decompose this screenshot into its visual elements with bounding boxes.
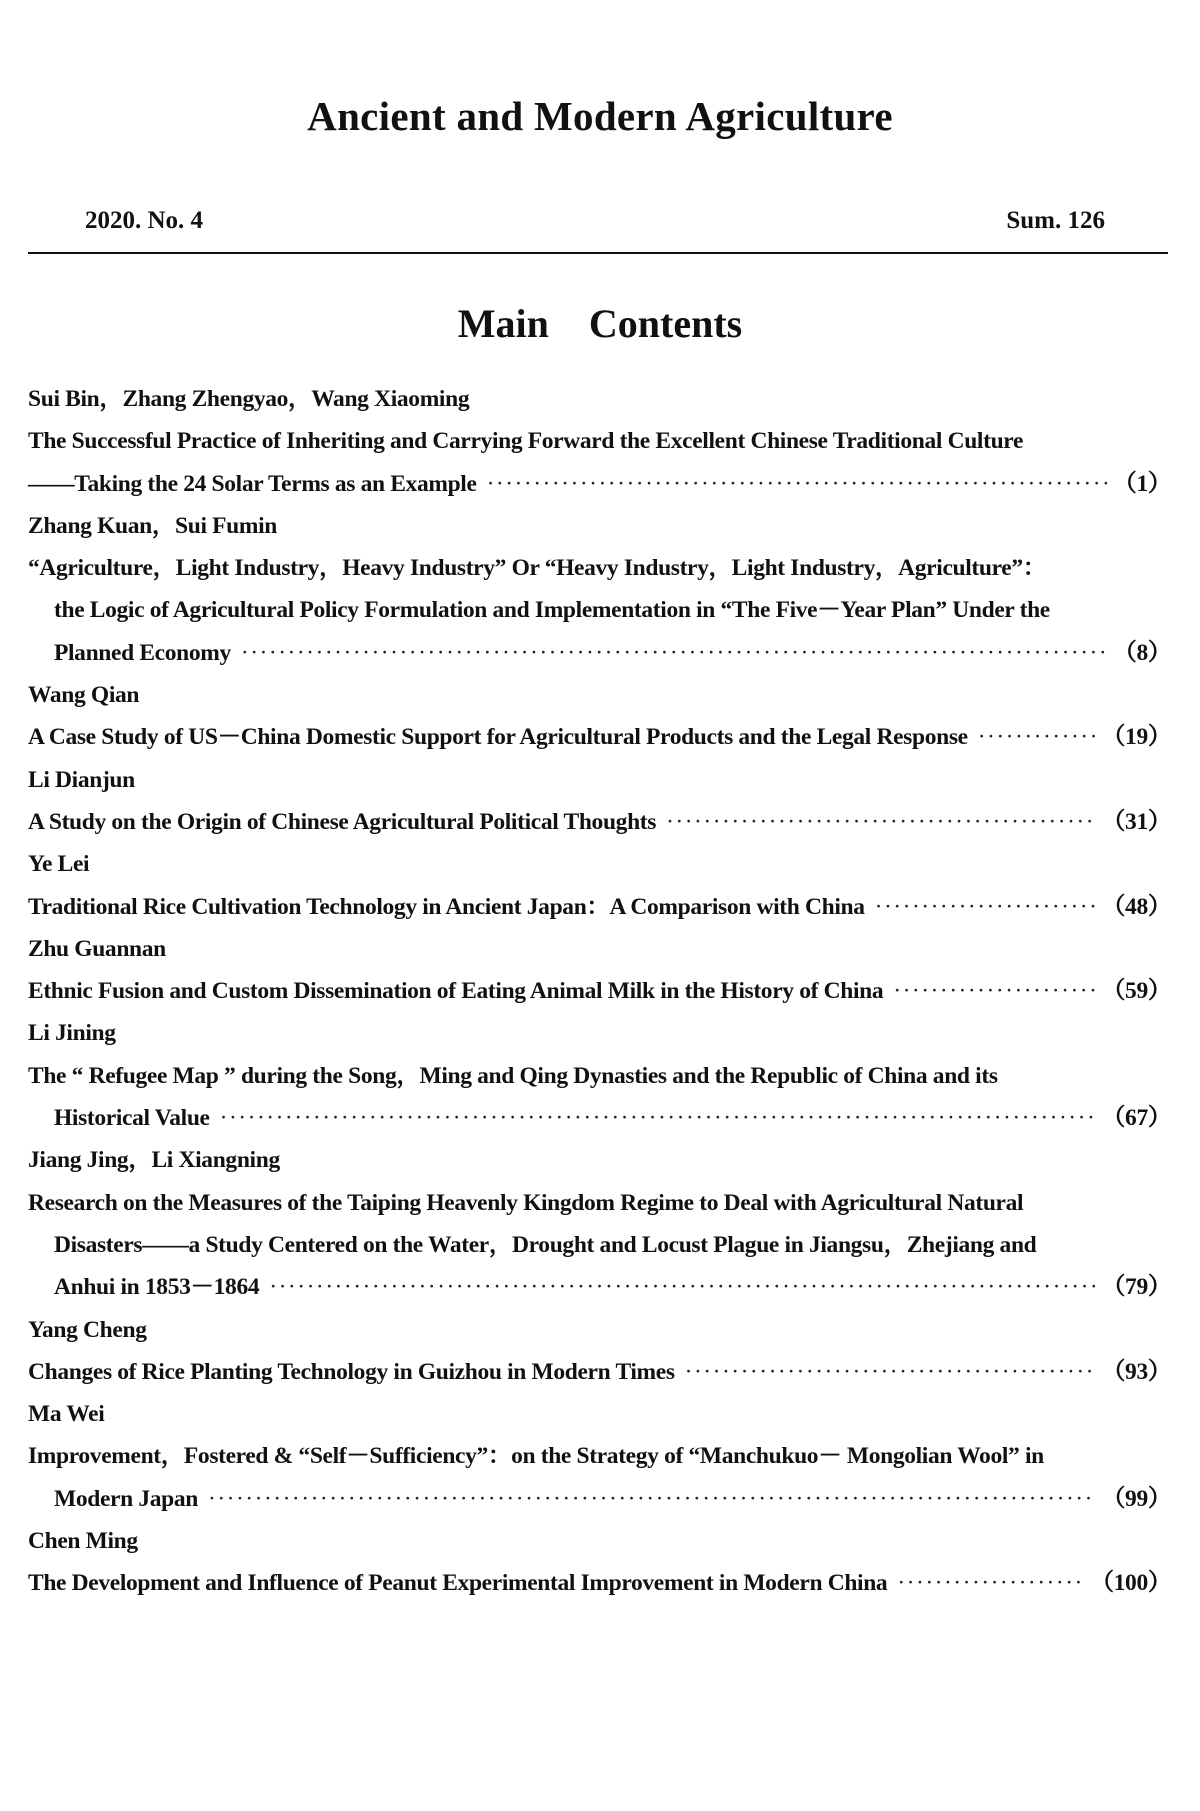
toc-title-line[interactable]: [28, 1224, 1171, 1266]
article-title-text[interactable]: A Study on the Origin of Chinese Agricultural Political Thoughts: [28, 808, 657, 835]
dot-leader: [897, 1562, 1084, 1604]
table-of-contents: [28, 378, 1171, 1605]
author-names: Zhu Guannan: [28, 935, 166, 962]
article-title-text[interactable]: A Case Study of US－China Domestic Support for Agricultural Products and the Legal Response: [28, 724, 968, 751]
author-names: Chen Ming: [28, 1528, 138, 1555]
dot-leader: [269, 1266, 1096, 1308]
toc-title-line[interactable]: [28, 632, 1171, 674]
page-number: （8）: [1113, 639, 1171, 666]
dot-leader: [487, 463, 1108, 505]
page-number: （79）: [1101, 1274, 1171, 1301]
article-title-text[interactable]: The Development and Influence of Peanut Experimental Improvement in Modern China: [28, 1570, 888, 1597]
article-title-text[interactable]: “Agriculture，Light Industry，Heavy Industry” Or “Heavy Industry，Light Industry，Agriculture”：: [28, 555, 1046, 582]
issue-number: 2020. No. 4: [85, 207, 204, 234]
article-title-text[interactable]: Changes of Rice Planting Technology in Guizhou in Modern Times: [28, 1358, 675, 1385]
author-names: Zhang Kuan，Sui Fumin: [28, 512, 277, 539]
toc-title-line[interactable]: [28, 801, 1171, 843]
toc-title-line[interactable]: [28, 1478, 1171, 1520]
toc-authors: [28, 843, 1171, 885]
article-title-text[interactable]: Improvement，Fostered & “Self－Sufficiency”：on the Strategy of “Manchukuo－ Mongolian Wool” in: [28, 1443, 1044, 1470]
page-number: （67）: [1101, 1105, 1171, 1132]
article-title-text[interactable]: Traditional Rice Cultivation Technology in Ancient Japan：A Comparison with China: [28, 893, 865, 920]
toc-title-line[interactable]: [28, 970, 1171, 1012]
toc-title-line[interactable]: [28, 1182, 1171, 1224]
toc-authors: [28, 928, 1171, 970]
toc-title-line[interactable]: [28, 1351, 1171, 1393]
toc-authors: [28, 378, 1171, 420]
article-title-text[interactable]: the Logic of Agricultural Policy Formulation and Implementation in “The Five－Year Plan” Under the: [54, 597, 1050, 624]
page-number: （1）: [1113, 470, 1171, 497]
page-number: （100）: [1090, 1570, 1171, 1597]
page-number: （31）: [1101, 808, 1171, 835]
contents-title: Main Contents: [457, 301, 743, 346]
article-title-text[interactable]: Research on the Measures of the Taiping Heavenly Kingdom Regime to Deal with Agricultural Natural: [28, 1189, 1024, 1216]
author-names: Li Dianjun: [28, 766, 135, 793]
dot-leader: [241, 632, 1107, 674]
author-names: Ye Lei: [28, 851, 90, 878]
article-title-text[interactable]: ——Taking the 24 Solar Terms as an Example: [28, 470, 477, 497]
dot-leader: [875, 886, 1096, 928]
page-number: （19）: [1101, 724, 1171, 751]
toc-authors: [28, 1139, 1171, 1181]
article-title-text[interactable]: The “ Refugee Map ” during the Song，Ming and Qing Dynasties and the Republic of China and its: [28, 1062, 998, 1089]
toc-authors: [28, 1393, 1171, 1435]
toc-title-line[interactable]: [28, 1097, 1171, 1139]
toc-title-line[interactable]: [28, 589, 1171, 631]
article-title-text[interactable]: The Successful Practice of Inheriting and Carrying Forward the Excellent Chinese Traditional Culture: [28, 428, 1024, 455]
toc-title-line[interactable]: [28, 1055, 1171, 1097]
toc-authors: [28, 759, 1171, 801]
cumulative-number: Sum. 126: [1006, 207, 1105, 234]
author-names: Yang Cheng: [28, 1316, 147, 1343]
toc-authors: [28, 674, 1171, 716]
dot-leader: [666, 801, 1096, 843]
header-rule: [28, 252, 1168, 254]
toc-title-line[interactable]: [28, 716, 1171, 758]
toc-title-line[interactable]: [28, 547, 1171, 589]
article-title-text[interactable]: Ethnic Fusion and Custom Dissemination of Eating Animal Milk in the History of China: [28, 978, 884, 1005]
toc-authors: [28, 1012, 1171, 1054]
toc-title-line[interactable]: [28, 463, 1171, 505]
journal-title: Ancient and Modern Agriculture: [307, 93, 893, 139]
dot-leader: [978, 716, 1096, 758]
article-title-text[interactable]: Disasters——a Study Centered on the Water，Drought and Locust Plague in Jiangsu，Zhejiang and: [54, 1231, 1037, 1258]
article-title-text[interactable]: Modern Japan: [54, 1485, 198, 1512]
article-title-text[interactable]: Planned Economy: [54, 639, 231, 666]
issue-row: [85, 207, 1105, 243]
toc-authors: [28, 1309, 1171, 1351]
author-names: Sui Bin，Zhang Zhengyao，Wang Xiaoming: [28, 386, 470, 412]
author-names: Li Jining: [28, 1020, 116, 1047]
author-names: Jiang Jing，Li Xiangning: [28, 1147, 280, 1174]
toc-title-line[interactable]: [28, 1266, 1171, 1308]
toc-title-line[interactable]: [28, 420, 1171, 462]
author-names: Ma Wei: [28, 1401, 105, 1428]
page-number: （59）: [1101, 978, 1171, 1005]
toc-authors: [28, 1520, 1171, 1562]
dot-leader: [208, 1478, 1096, 1520]
page-number: （93）: [1101, 1358, 1171, 1385]
toc-title-line[interactable]: [28, 1435, 1171, 1477]
article-title-text[interactable]: Anhui in 1853－1864: [54, 1274, 260, 1301]
toc-title-line[interactable]: [28, 886, 1171, 928]
dot-leader: [685, 1351, 1096, 1393]
toc-authors: [28, 505, 1171, 547]
dot-leader: [893, 970, 1096, 1012]
dot-leader: [220, 1097, 1096, 1139]
author-names: Wang Qian: [28, 682, 140, 709]
toc-title-line[interactable]: [28, 1562, 1171, 1604]
page-number: （48）: [1101, 893, 1171, 920]
article-title-text[interactable]: Historical Value: [54, 1105, 210, 1132]
page-number: （99）: [1101, 1485, 1171, 1512]
